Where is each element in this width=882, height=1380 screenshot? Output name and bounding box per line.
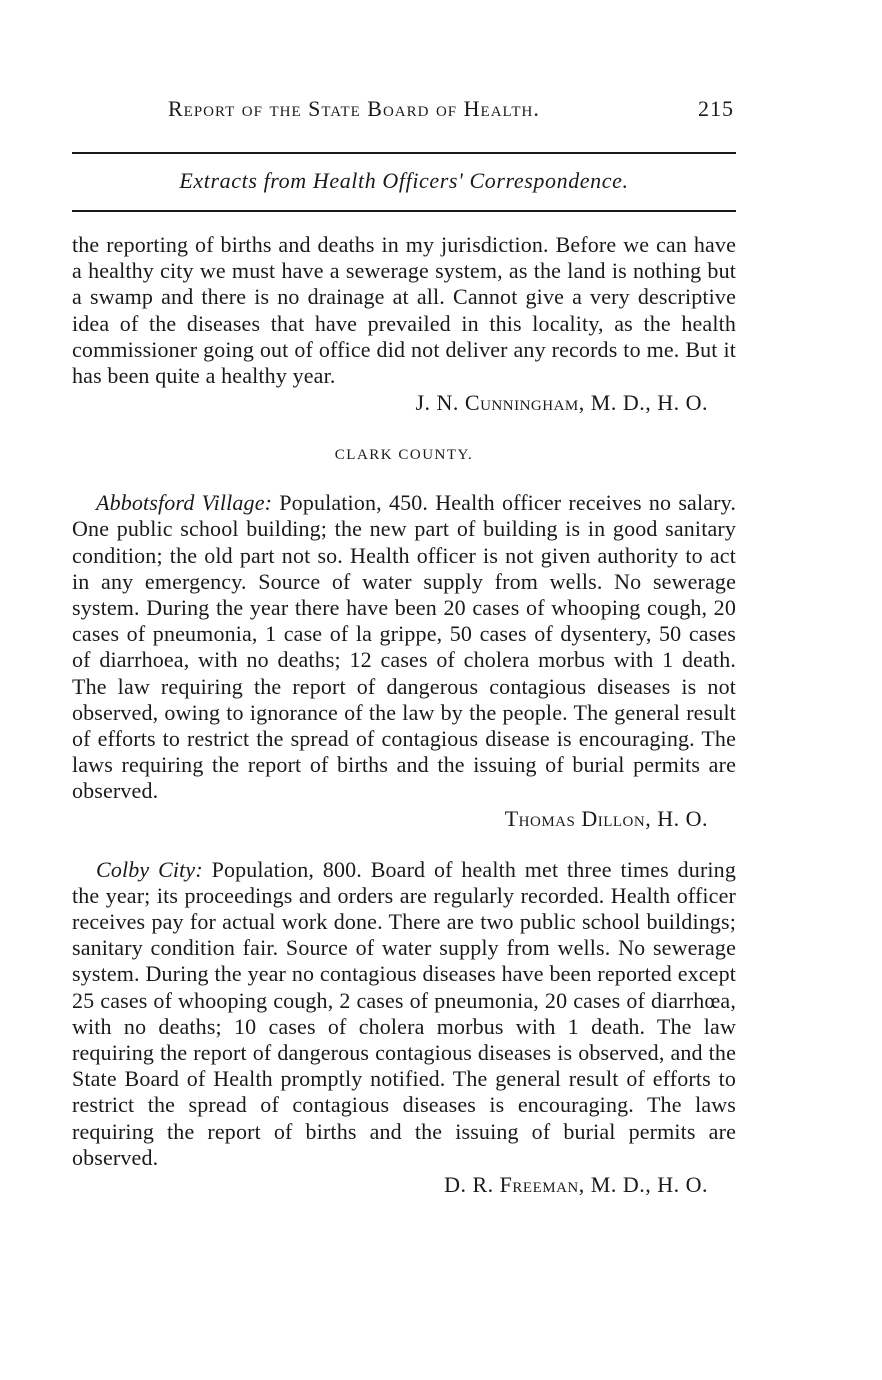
place-name: Colby City: [96, 856, 203, 882]
county-heading: CLARK COUNTY. [334, 447, 474, 464]
continuation-paragraph: the reporting of births and deaths in my jurisdiction. Before we can have a healthy city we must have a sewerage system, as the land is nothing but a swamp and there is no drainage at all. Cannot give a very descriptive idea of the diseases that have prevailed in this locality, as the health commissioner going out of office did not deliver any records to me. But it has been quite a healthy year. [72, 232, 736, 389]
signature-cunningham [72, 389, 736, 417]
section-subheading: Extracts from Health Officers' Correspondence. [179, 168, 629, 193]
signature-suffix: , H. O. [645, 805, 708, 831]
running-title: Report of the State Board of Health. [168, 96, 540, 121]
signature-name: D. R. Freeman [444, 1172, 579, 1198]
entry-colby [72, 857, 736, 1171]
page [72, 96, 736, 1199]
header-rule-top [72, 152, 736, 154]
signature-freeman [72, 1171, 736, 1199]
signature-suffix: , M. D., H. O. [578, 390, 708, 416]
place-name: Abbotsford Village: [96, 490, 273, 516]
signature-name: J. N. Cunningham [415, 390, 579, 416]
signature-dillon [72, 805, 736, 833]
signature-name: Thomas Dillon [504, 805, 646, 831]
running-head [72, 96, 736, 136]
entry-text: Population, 450. Health officer receives no salary. One public school building; the new part of building is in good sanitary condition; the old part not so. Health officer is not given authority to act in any emergency. Source of water supply from wells. No sewerage system. During the year there have been 20 cases of whooping cough, 20 cases of pneumonia, 1 case of la grippe, 50 cases of dysentery, 50 cases of diarrhoea, with no deaths; 12 cases of cholera morbus with 1 death. The law requiring the report of dangerous contagious diseases is not observed, owing to ignorance of the law by the people. The general result of efforts to restrict the spread of contagious disease is encouraging. The laws requiring the report of births and the issuing of burial permits are observed. [72, 490, 736, 804]
page-number: 215 [698, 96, 734, 121]
spacer [72, 833, 736, 857]
signature-suffix: , M. D., H. O. [578, 1172, 708, 1198]
entry-text: Population, 800. Board of health met three times during the year; its proceedings and orders are regularly recorded. Health officer receives pay for actual work done. There are two public school buildings; sanitary condition fair. Source of water supply from wells. No sewerage system. During the year no contagious diseases have been reported except 25 cases of whooping cough, 2 cases of pneumonia, 20 cases of diarrhœa, with no deaths; 10 cases of cholera morbus with 1 death. The law requiring the report of dangerous contagious diseases is observed, and the State Board of Health promptly notified. The general result of efforts to restrict the spread of contagious diseases is encouraging. The laws requiring the report of births and the issuing of burial permits are observed. [72, 856, 736, 1170]
header-rule-bottom [72, 210, 736, 212]
entry-abbotsford [72, 490, 736, 804]
